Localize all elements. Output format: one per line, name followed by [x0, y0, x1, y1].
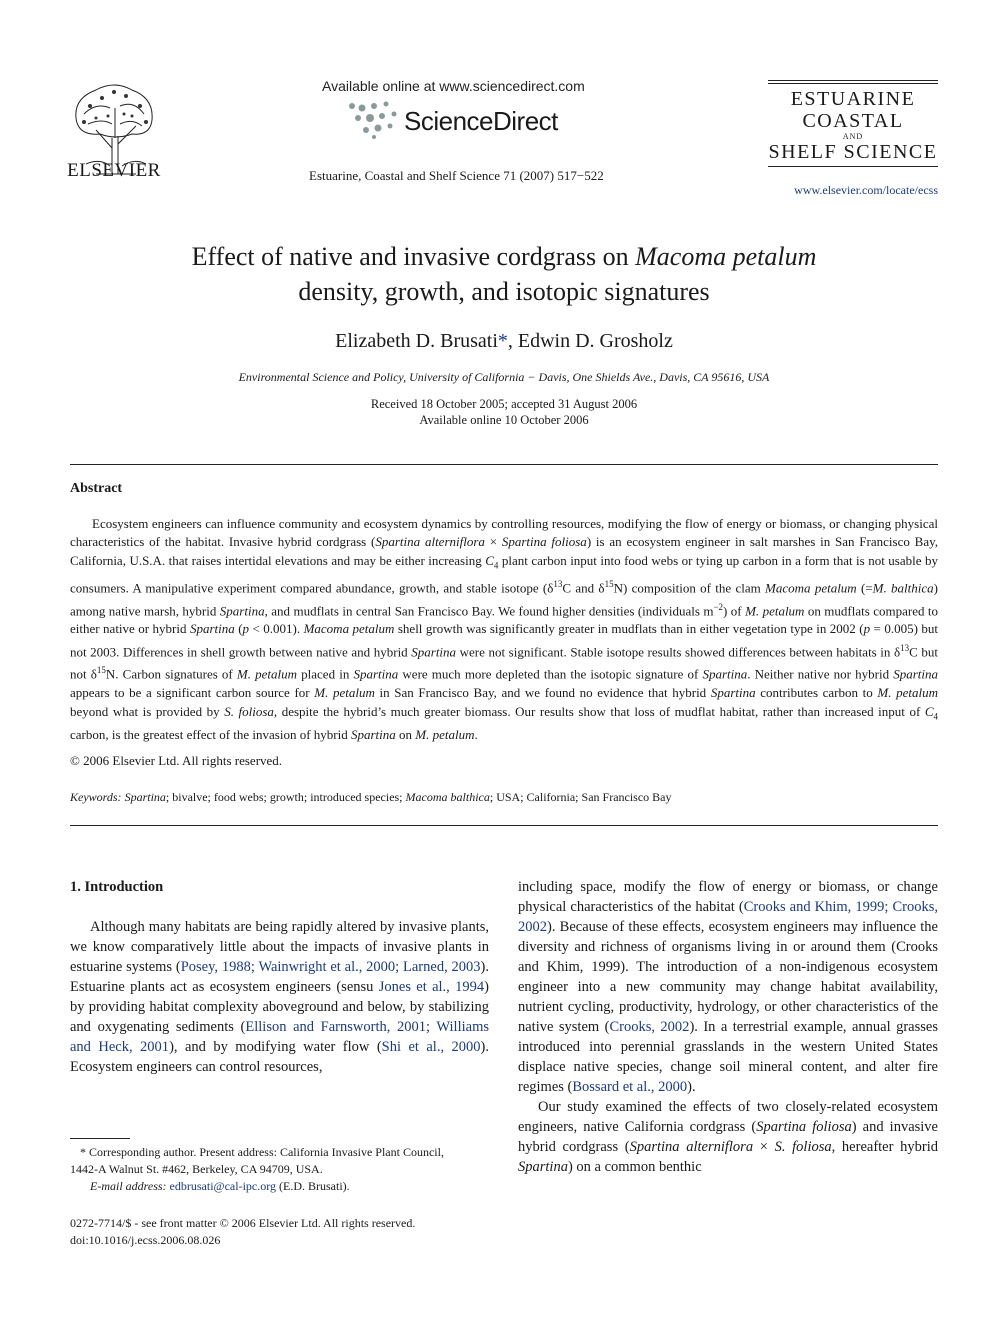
footnote-star: *: [80, 1145, 86, 1159]
body-paragraph: Our study examined the effects of two closely-related ecosystem engineers, native California cordgrass (Spartina foliosa) and invasive hybrid cordgrass (Spartina alterniflora × S. foliosa, hereafter hybrid Spartina) on a common benthic: [518, 1099, 938, 1175]
body-column-left: [70, 877, 489, 1077]
online-date: Available online 10 October 2006: [419, 413, 589, 427]
journal-logo-line: COASTAL: [802, 110, 904, 132]
article-title-line1: [70, 242, 938, 272]
journal-logo-line: AND: [842, 132, 864, 141]
journal-logo-line: SHELF SCIENCE: [768, 141, 938, 163]
citation-link[interactable]: Bossard et al., 2000: [572, 1079, 688, 1095]
available-online-text: Available online at www.sciencedirect.com: [322, 78, 585, 94]
keyword: ; USA; California; San Francisco Bay: [489, 790, 672, 804]
footnote-text: Corresponding author. Present address: California Invasive Plant Council,: [89, 1145, 444, 1159]
author-list: [70, 330, 938, 353]
doi-line: doi:10.1016/j.ecss.2006.08.026: [70, 1233, 221, 1247]
citation-link[interactable]: Ellison and Farnsworth, 2001; Williams and Heck, 2001: [70, 1019, 489, 1055]
journal-logo-rule-top: [768, 80, 938, 81]
journal-reference: Estuarine, Coastal and Shelf Science 71 (2007) 517−522: [309, 168, 604, 183]
keyword: Macoma balthica: [405, 790, 490, 804]
citation-link[interactable]: Crooks, 2002: [609, 1019, 690, 1035]
affiliation: Environmental Science and Policy, University of California − Davis, One Shields Ave., Davis, CA 95616, USA: [238, 370, 770, 384]
author-name: Elizabeth D. Brusati: [335, 330, 498, 352]
journal-url-link[interactable]: www.elsevier.com/locate/ecss: [794, 183, 938, 197]
email-link[interactable]: edbrusati@cal-ipc.org: [169, 1179, 277, 1193]
body-paragraph: including space, modify the flow of energy or biomass, or change physical characteristics of the habitat (Crooks and Khim, 1999; Crooks, 2002). Because of these effects, ecosystem engineers may influence the diversity and richness of organisms living in or around them (Crooks and Khim, 1999). The introduction of a non-indigenous ecosystem engineer into a new community may change habitat availability, nutrient cycling, productivity, hydrology, or other characteristics of the native system (Crooks, 2002). In a terrestrial example, annual grasses introduced into perennial grasslands in the western United States displace native species, change soil mineral content, and alter fire regimes (Bossard et al., 2000).: [518, 879, 939, 1095]
abstract-copyright: © 2006 Elsevier Ltd. All rights reserved.: [70, 753, 283, 768]
sciencedirect-dots-icon: [346, 98, 406, 140]
received-dates: Received 18 October 2005; accepted 31 August 2006: [370, 397, 638, 411]
keyword: ; bivalve; food webs; growth; introduced species;: [165, 790, 406, 804]
email-label: E-mail address:: [90, 1179, 167, 1193]
title-text: Effect of native and invasive cordgrass on: [191, 242, 636, 271]
citation-link[interactable]: Posey, 1988; Wainwright et al., 2000; Larned, 2003: [180, 959, 481, 975]
abstract-heading: Abstract: [70, 481, 123, 496]
footnote-text: 1442-A Walnut St. #462, Berkeley, CA 94709, USA.: [70, 1162, 323, 1176]
citation-link[interactable]: Jones et al., 1994: [378, 979, 485, 995]
citation-link[interactable]: Shi et al., 2000: [381, 1039, 481, 1055]
sciencedirect-wordmark: ScienceDirect: [404, 106, 558, 136]
keyword: Spartina: [124, 790, 166, 804]
footnote: [70, 1144, 489, 1195]
body-paragraph: Although many habitats are being rapidly altered by invasive plants, we know comparatively little about the impacts of invasive plants in estuarine systems (Posey, 1988; Wainwright et al., 2000; Larned, 2003). Estuarine plants act as ecosystem engineers (sensu Jones et al., 1994) by providing habitat complexity aboveground and below, by stabilizing and oxygenating sediments (Ellison and Farnsworth, 2001; Williams and Heck, 2001), and by modifying water flow (Shi et al., 2000). Ecosystem engineers can control resources,: [70, 919, 490, 1075]
journal-logo: [768, 80, 938, 167]
citation-link[interactable]: Crooks and Khim, 1999; Crooks, 2002: [518, 899, 939, 935]
publisher-name: ELSEVIER: [67, 160, 161, 181]
journal-logo-line: ESTUARINE: [790, 88, 916, 110]
keywords-label: Keywords:: [70, 790, 122, 804]
corresponding-author-link[interactable]: *: [497, 330, 508, 352]
footnote-rule: [70, 1138, 130, 1139]
author-name: , Edwin D. Grosholz: [507, 330, 673, 352]
journal-logo-rule-bottom: [768, 166, 938, 167]
divider: [70, 825, 938, 826]
journal-logo-rule-top-inner: [768, 83, 938, 84]
keywords: [70, 790, 672, 805]
issn-block: [70, 1215, 415, 1249]
title-species: Macoma petalum: [635, 242, 817, 271]
section-heading: 1. Introduction: [70, 879, 164, 895]
divider: [70, 464, 938, 465]
abstract-body: Ecosystem engineers can influence community and ecosystem dynamics by controlling resources, modifying the flow of energy or biomass, or changing physical characteristics of the habitat. Invasive hybrid cordgrass (Spartina alterniflora × Spartina foliosa) is an ecosystem engineer in salt marshes in San Francisco Bay, California, U.S.A. that raises intertidal elevations and may be either increasing $C_4$ plant carbon input into food webs or tying up carbon in a form that is not usable by consumers. A manipulative experiment compared abundance, growth, and stable isotope ($\delta^{13}C$ and $\delta^{15}N$) composition of the clam Macoma petalum (=M. balthica) among native marsh, hybrid Spartina, and mudflats in central San Francisco Bay. We found higher densities (individuals $m^{-2}$) of M. petalum on mudflats compared to either native or hybrid Spartina (p < 0.001). Macoma petalum shell growth was significantly greater in mudflats than in either vegetation type in 2002 (p = 0.005) but not 2003. Differences in shell growth between native and hybrid Spartina were not significant. Stable isotope results showed differences between habitats in $\delta^{13}C$ but not $\delta^{15}N$. Carbon signatures of M. petalum placed in Spartina were much more depleted than the isotopic signature of Spartina. Neither native nor hybrid Spartina appears to be a significant carbon source for M. petalum in San Francisco Bay, and we found no evidence that hybrid Spartina contributes carbon to M. petalum beyond what is provided by S. foliosa, despite the hybrid’s much greater biomass. Our results show that loss of mudflat habitat, rather than increased input of $C_4$ carbon, is the greatest effect of the invasion of hybrid Spartina on M. petalum.: [70, 516, 939, 742]
article-title-line2: density, growth, and isotopic signatures: [298, 277, 710, 306]
issn-line: 0272-7714/$ - see front matter © 2006 Elsevier Ltd. All rights reserved.: [70, 1216, 416, 1230]
footnote-text: (E.D. Brusati).: [276, 1179, 350, 1193]
body-column-right: [518, 877, 938, 1177]
